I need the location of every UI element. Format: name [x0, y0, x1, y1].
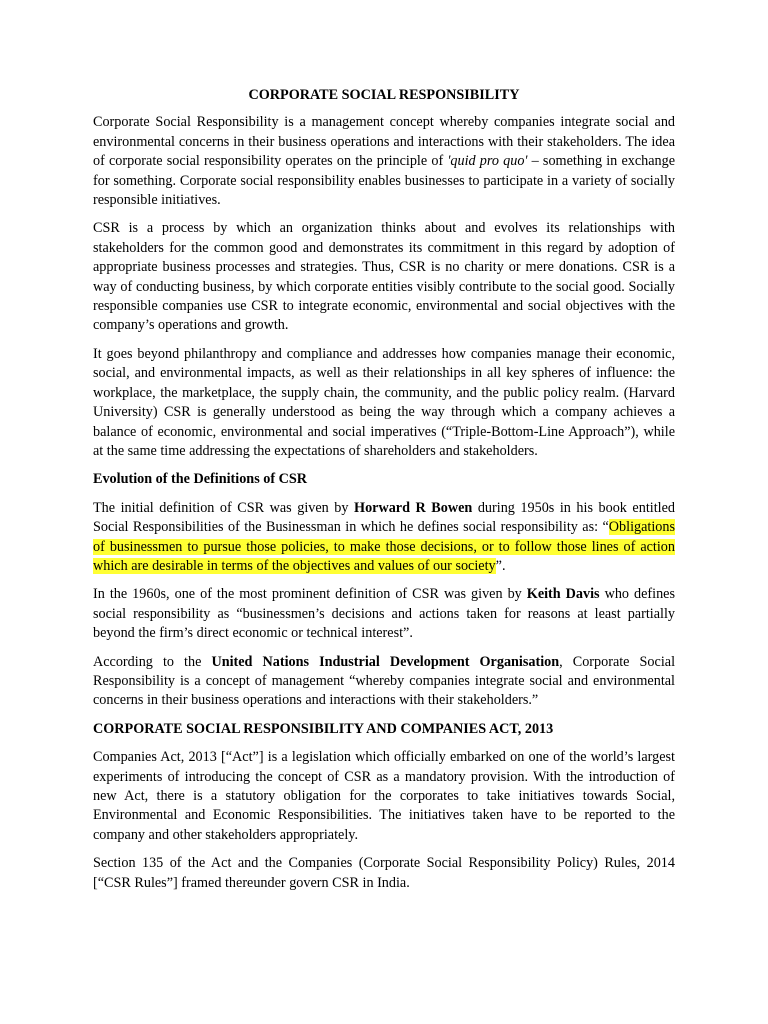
- paragraph-davis: [93, 585, 675, 643]
- paragraph-intro-text-a: Corporate Social Responsibility is a management concept whereby companies integrate social and environmental concerns in their business operations and interactions with their stakeholders. The idea of corporate social responsibility operates on the principle of: [93, 114, 675, 170]
- document-title: CORPORATE SOCIAL RESPONSIBILITY: [248, 87, 520, 103]
- quid-pro-quo-phrase: 'quid pro quo': [447, 153, 528, 170]
- bowen-text-c: ”.: [495, 557, 506, 574]
- paragraph-beyond-philanthropy: It goes beyond philanthropy and compliance and addresses how companies manage their economic, social, and environmental impacts, as well as their relationships in all key spheres of influence: the workplace, the marketplace, the supply chain, the community, and the public policy realm. (Harvard University) CSR is generally understood as being the way through which a company achieves a balance of economic, environmental and social imperatives (“Triple-Bottom-Line Approach”), while at the same time addressing the expectations of shareholders and stakeholders.: [93, 345, 675, 459]
- paragraph-csr-process: CSR is a process by which an organization thinks about and evolves its relationships with stakeholders for the common good and demonstrates its commitment in this regard by adoption of appropriate business processes and strategies. Thus, CSR is no charity or mere donations. CSR is a way of conducting business, by which corporate entities visibly contribute to the social good. Socially responsible companies use CSR to integrate economic, environmental and social objectives with the company’s operations and growth.: [93, 220, 675, 334]
- davis-text-a: In the 1960s, one of the most prominent definition of CSR was given by: [93, 586, 527, 603]
- bowen-text-a: The initial definition of CSR was given by: [93, 499, 355, 516]
- unido-text-a: According to the: [93, 653, 212, 670]
- paragraph-companies-act: Companies Act, 2013 [“Act”] is a legislation which officially embarked on one of the world’s largest experiments of introducing the concept of CSR as a mandatory provision. With the introduction of new Act, there is a statutory obligation for the corporates to take initiatives towards Social, Environmental and Economic Responsibilities. The initiatives taken have to be reported to the company and other stakeholders appropriately.: [93, 749, 675, 843]
- paragraph-bowen: [93, 499, 675, 577]
- bowen-highlighted-quote: Obligations of businessmen to pursue those policies, to make those decisions, or to follow those lines of action which are desirable in terms of the objectives and values of our society: [93, 519, 675, 574]
- davis-name: Keith Davis: [526, 586, 600, 603]
- bowen-name: Horward R Bowen: [354, 499, 473, 516]
- paragraph-section-135: Section 135 of the Act and the Companies (Corporate Social Responsibility Policy) Rules, 2014 [“CSR Rules”] framed thereunder govern CSR in India.: [93, 855, 675, 891]
- paragraph-intro: [93, 113, 675, 210]
- heading-evolution: Evolution of the Definitions of CSR: [93, 471, 308, 488]
- paragraph-intro-text-b: – something in exchange for something. Corporate social responsibility enables businesses to participate in a variety of socially responsible initiatives.: [93, 153, 676, 209]
- heading-companies-act: CORPORATE SOCIAL RESPONSIBILITY AND COMPANIES ACT, 2013: [93, 720, 554, 737]
- bowen-text-b: during 1950s in his book entitled Social Responsibilities of the Businessman in which he defines social responsibility as: “: [93, 499, 675, 536]
- davis-text-b: who defines social responsibility as “businessmen’s decisions and actions taken for reasons at least partially beyond the firm’s direct economic or technical interest”.: [93, 586, 675, 642]
- paragraph-unido: [93, 653, 675, 711]
- unido-org-name: United Nations Industrial Development Organisation: [211, 653, 560, 670]
- unido-text-b: , Corporate Social Responsibility is a concept of management “whereby companies integrate social and environmental concerns in their business operations and interactions with their stakeholders.”: [93, 653, 676, 709]
